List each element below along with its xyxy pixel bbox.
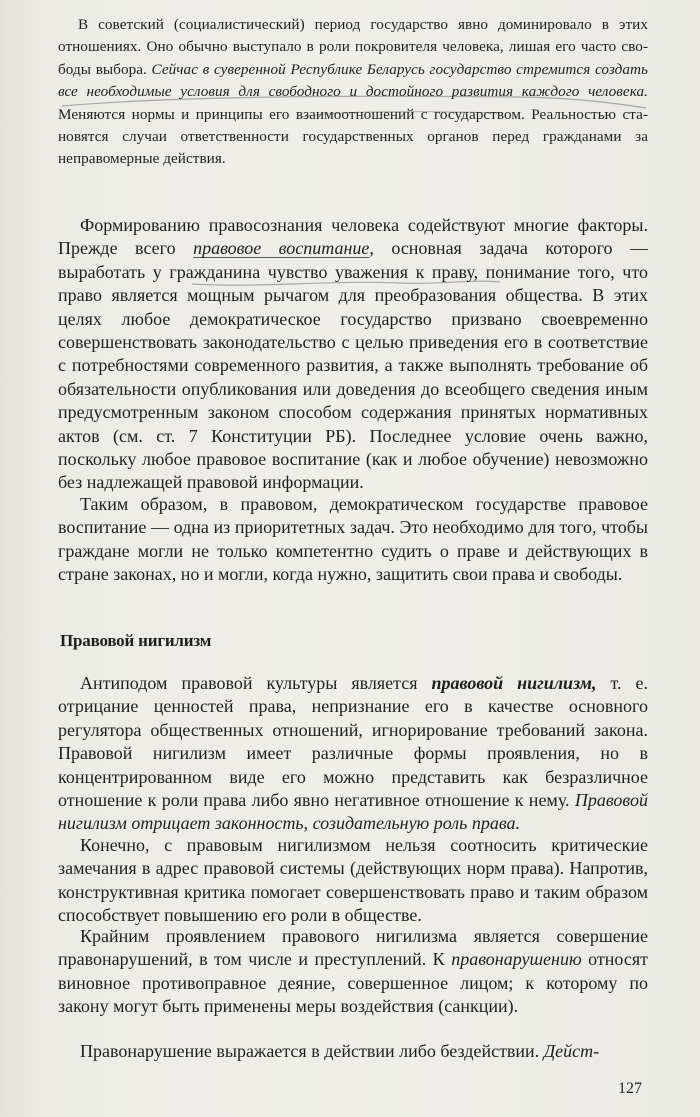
term-legal-nihilism: правовой нигилизм, <box>431 673 597 693</box>
intro-sentence-2: Сейчас в суверенной Республике Беларусь государство стремится создать все необходимые условия для свободного и достойного развития каждого человека. <box>58 60 648 101</box>
para3-italic-conclusion: Правовой нигилизм отрицает законность, созидательную роль права. <box>58 790 648 834</box>
term-offense: правонарушению <box>451 949 582 970</box>
para5-text-2: относят виновное противоправное деяние, совершенное лицом; к которому по закону могут быть применены меры воздействия (санкции). <box>58 949 648 1017</box>
para1-text-1: Формированию правосознания человека содействуют многие факторы. Прежде всего <box>58 215 648 259</box>
intro-sentence-3: Меняются нормы и принципы его взаимоотношений с государством. Реальностью становятся случаи ответственности государственных органов перед гражданами за неправомерные действия. <box>58 105 648 168</box>
para3-text-2: т. е. отрицание ценностей права, непризнание его в качестве основного регулятора общественных отношений, игнорирование требований закона. Правовой нигилизм имеет различные формы проявления, но в концентрированном виде его можно представить как безразличное отношение к роли права либо явно негативное отношение к нему. <box>58 673 648 811</box>
paragraph-offense <box>58 925 648 1019</box>
paragraph-action <box>58 1040 648 1063</box>
para3-text-1: Антиподом правовой культуры является <box>80 673 432 693</box>
para1-text-2: , основная задача которого — выработать у гражданина чувство уважения к праву, понимание того, что право является мощным рычагом для преобразования общества. В этих целях любое демократическое государство призвано своевременно совершенствовать законодательство с целью приведения его в соответствие с потребностями современного развития, а также выполнять требование об обязательности опубликования или доведения до всеобщего сведения иным предусмотренным законом способом содержания принятых нормативных актов (см. ст. 7 Конституции РБ). Последнее условие очень важно, поскольку любое правовое воспитание (как и любое обучение) невозможно без надлежащей правовой информации. <box>58 238 648 493</box>
paragraph-criticism: Конечно, с правовым нигилизмом нельзя соотносить критические замечания в адрес правовой системы (действующих норм права). Напротив, конструктивная критика помогает совершенствовать право и таким образом способствует повышению его роли в обществе. <box>58 835 648 926</box>
para6-italic: Дейст- <box>543 1041 600 1061</box>
paragraph-priority: Таким образом, в правовом, демократическом государстве правовое воспитание — одна из приоритетных задач. Это необходимо для того, чтобы граждане могли не только компетентно судить о праве и действующих в стране законах, но и могли, когда нужно, защитить свои права и свободы. <box>58 494 648 585</box>
paragraph-legal-education <box>58 214 648 495</box>
para5-text-1: Крайним проявлением правового нигилизма является совершение правонарушений, в том числе и преступлений. К <box>58 926 648 970</box>
term-legal-education: правовое воспитание <box>193 238 370 259</box>
section-heading: Правовой нигилизм <box>60 631 212 650</box>
intro-sentence-1: В советский (социалистический) период государство явно доминировало в этих отношениях. Оно обычно выступало в роли покровителя человека, лишая его часто свободы выбора. <box>58 16 648 78</box>
page-number: 127 <box>618 1080 642 1097</box>
intro-paragraph <box>58 14 648 171</box>
para6-text-1: Правонарушение выражается в действии либо бездействии. <box>80 1041 544 1061</box>
paragraph-nihilism-definition <box>58 672 648 836</box>
